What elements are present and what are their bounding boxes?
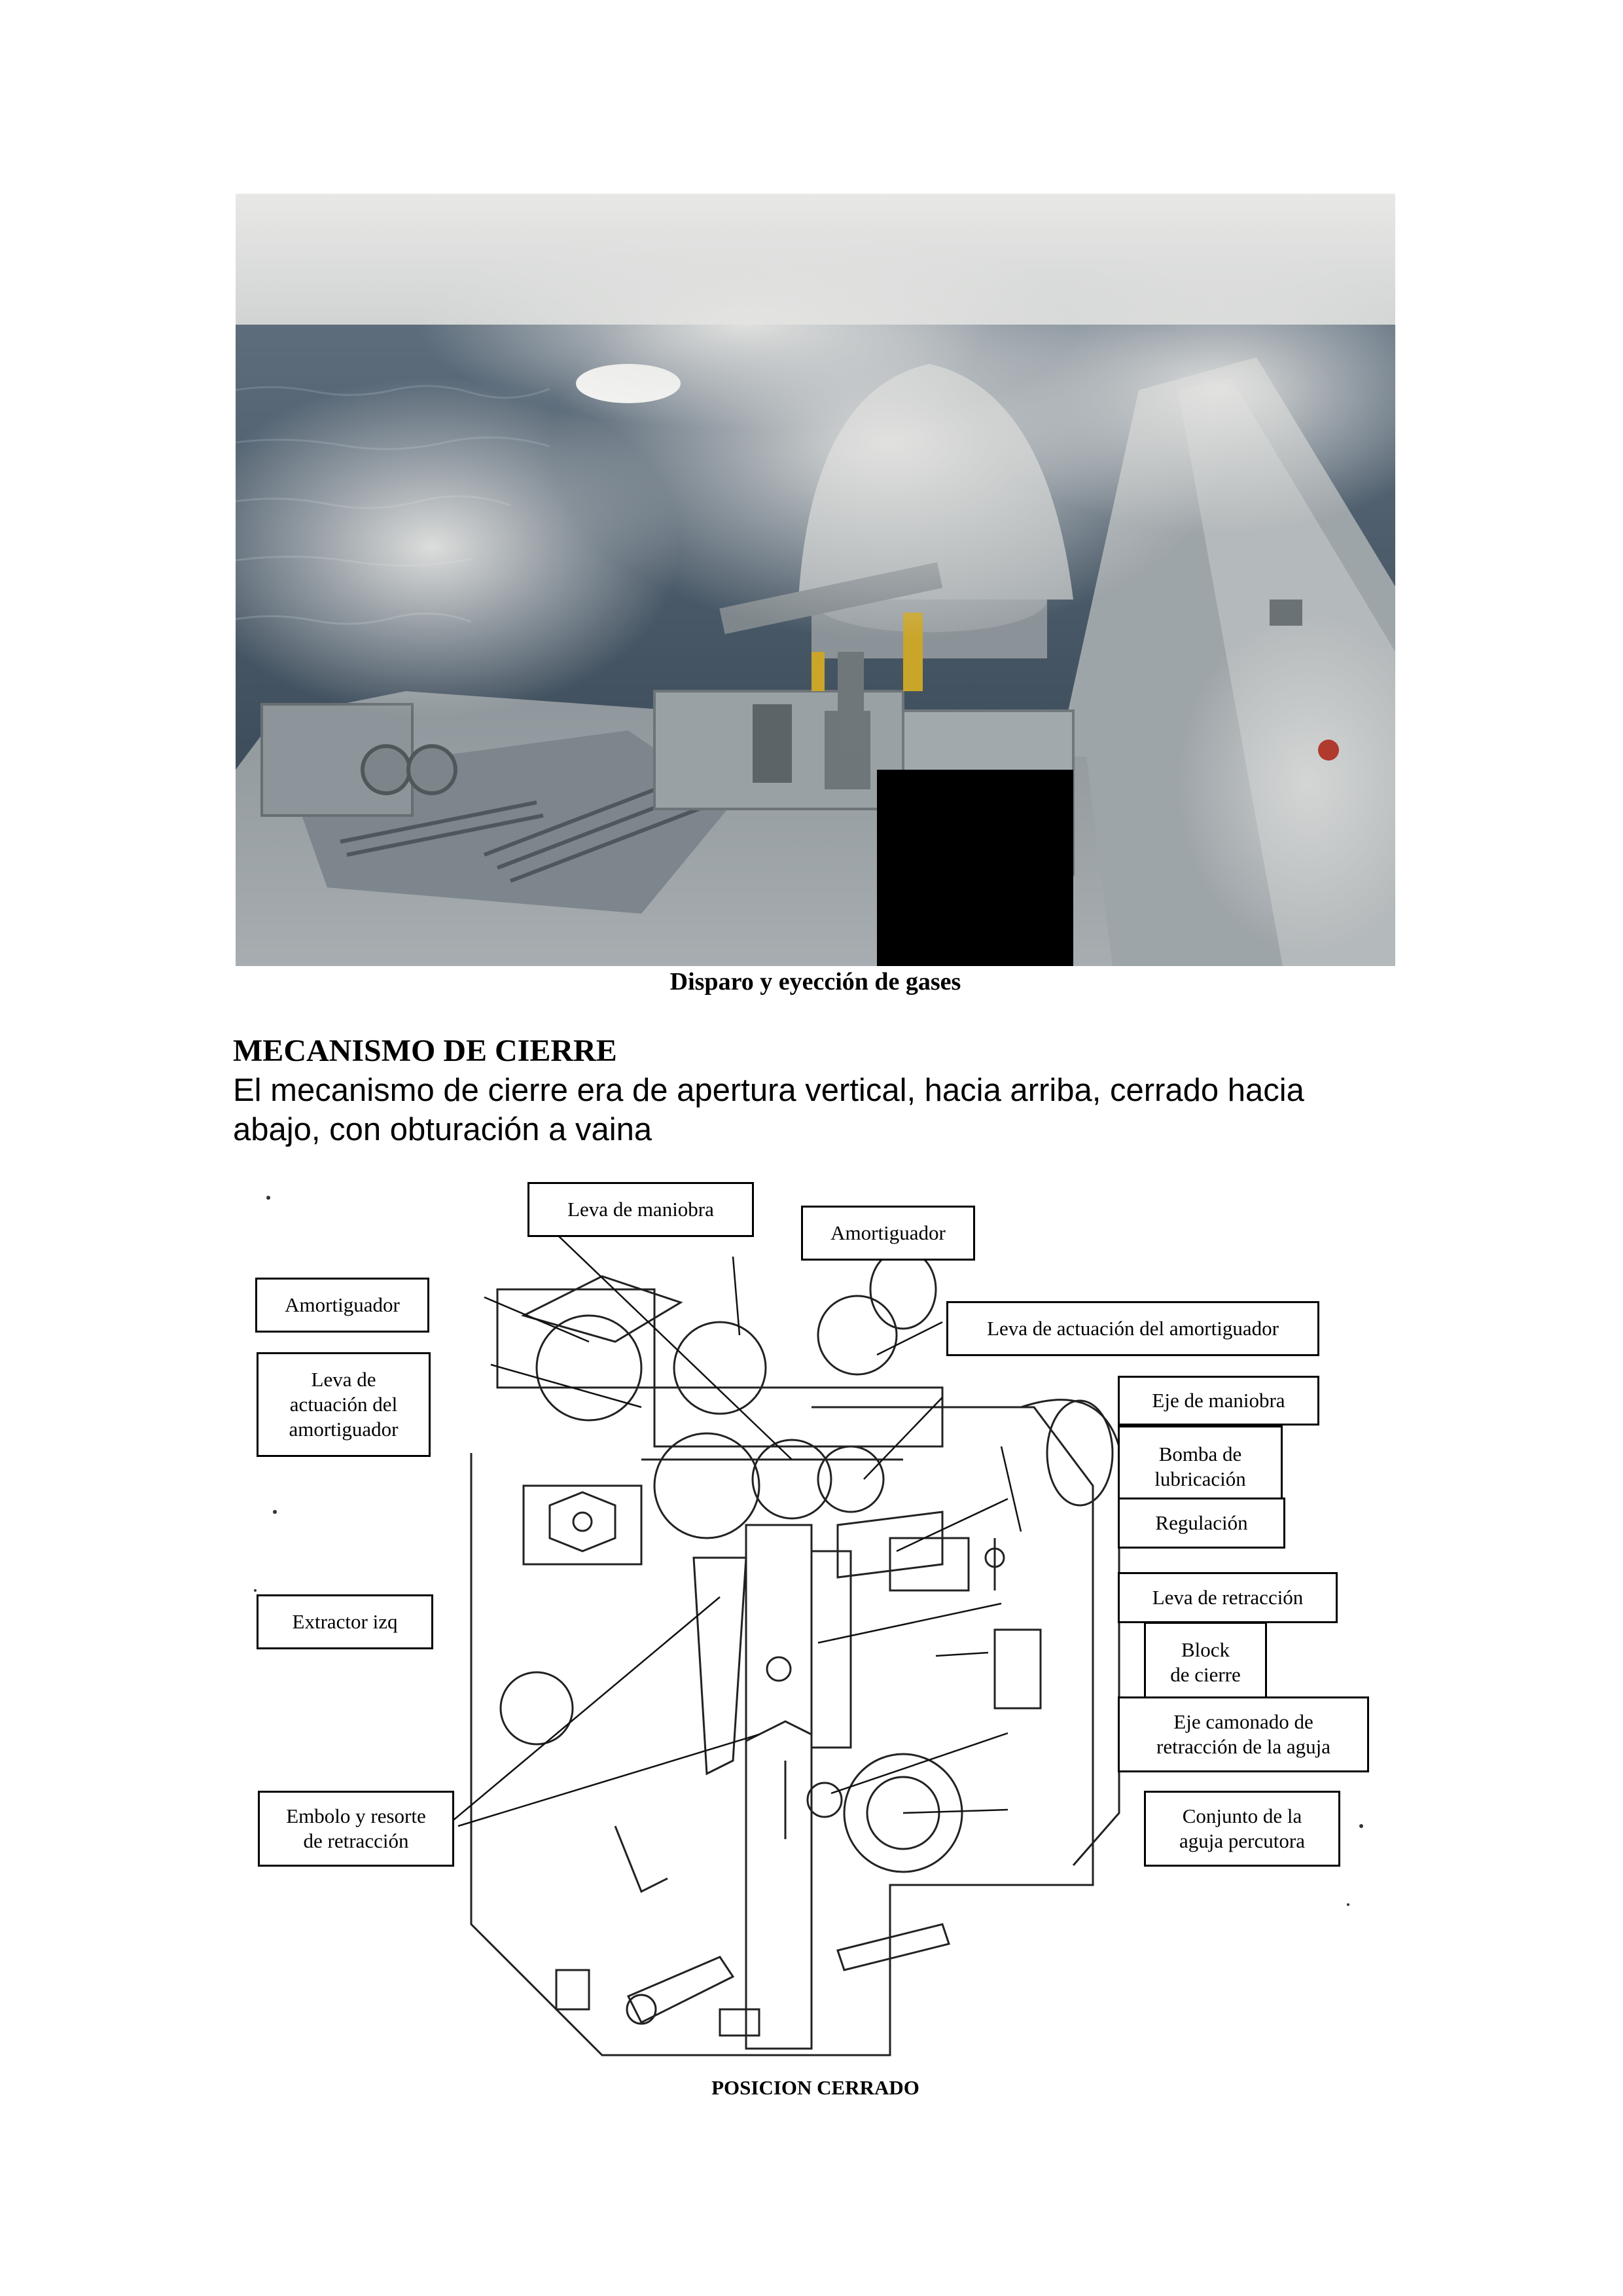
label-eje-maniobra <box>1118 1376 1319 1426</box>
label-conjunto-aguja <box>1144 1791 1340 1867</box>
label-text: Bomba de <box>1158 1443 1242 1465</box>
photo-caption: Disparo y eyección de gases <box>669 968 961 996</box>
label-bomba-lubricacion <box>1118 1426 1283 1508</box>
section-paragraph: El mecanismo de cierre era de apertura vertical, hacia arriba, cerrado hacia abajo, con obturación a vaina <box>233 1073 1304 1147</box>
label-text: de retracción <box>303 1829 409 1852</box>
label-text: Leva de actuación del amortiguador <box>987 1317 1279 1340</box>
label-text: Leva de maniobra <box>567 1198 714 1221</box>
label-eje-camonado <box>1118 1696 1369 1772</box>
label-leva-actuacion-left <box>257 1352 431 1457</box>
label-leva-actuacion-right <box>946 1301 1319 1356</box>
label-text: Amortiguador <box>285 1293 400 1316</box>
label-text: Conjunto de la <box>1182 1804 1302 1827</box>
diagram-caption: POSICION CERRADO <box>711 2076 919 2099</box>
label-text: Leva de <box>311 1368 376 1391</box>
label-text: actuación del <box>289 1393 398 1416</box>
label-extractor-izq <box>257 1594 433 1649</box>
label-text: retracción de la aguja <box>1156 1735 1330 1758</box>
label-text: Block <box>1181 1638 1230 1661</box>
label-leva-maniobra <box>527 1182 754 1237</box>
label-leva-retraccion <box>1118 1572 1338 1623</box>
label-text: Amortiguador <box>830 1221 946 1244</box>
label-text: amortiguador <box>289 1418 399 1441</box>
label-text: Extractor izq <box>292 1610 398 1633</box>
label-embolo-resorte <box>258 1791 454 1867</box>
label-regulacion <box>1118 1498 1285 1549</box>
label-text: lubricación <box>1154 1467 1246 1490</box>
label-text: de cierre <box>1170 1663 1241 1686</box>
ship-gun-turret-firing-photo <box>236 194 1395 966</box>
label-text: Eje de maniobra <box>1152 1389 1285 1412</box>
label-text: Regulación <box>1155 1511 1248 1534</box>
label-text: Embolo y resorte <box>286 1804 426 1827</box>
ship-gun-photo <box>236 194 1395 966</box>
label-amortiguador-top <box>801 1206 975 1261</box>
label-block-cierre <box>1144 1622 1267 1703</box>
label-text: Eje camonado de <box>1173 1710 1313 1733</box>
label-text: Leva de retracción <box>1152 1586 1304 1609</box>
label-text: aguja percutora <box>1179 1829 1305 1852</box>
label-amortiguador-left <box>255 1278 429 1333</box>
section-heading: MECANISMO DE CIERRE <box>233 1033 617 1068</box>
